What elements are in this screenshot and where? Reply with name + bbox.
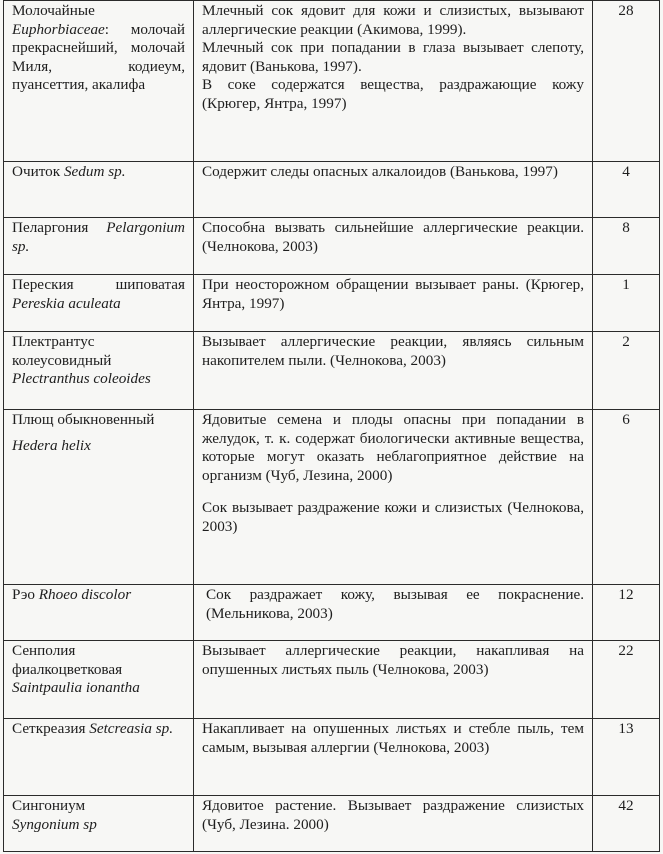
plant-name-ru: Плектрантус колеусовидный [12, 333, 112, 369]
effect-text: Ядовитые семена и плоды опасны при попадании в желудок, т. к. содержат биологически активные вещества, которые могут оказать неблагоприятное действие на организм (Чуб, Лезина, 2000) [202, 411, 584, 484]
plant-name-ru: Плющ обыкновенный [12, 411, 155, 428]
table-row [4, 332, 660, 410]
count-cell: 12 [593, 585, 660, 641]
plant-name-latin: Rhoeo discolor [38, 586, 132, 603]
plant-name-latin: Hedera helix [12, 436, 91, 454]
plant-name-latin: Pereskia aculeata [12, 294, 121, 312]
effect-cell [194, 218, 593, 275]
effect-text: В соке содержатся вещества, раздражающие кожу (Крюгер, Янтра, 1997) [202, 76, 584, 112]
table-row [4, 641, 660, 719]
plant-name-latin: Plectranthus coleoides [12, 370, 151, 388]
plant-name-cell [4, 162, 194, 218]
table-row [4, 1, 660, 162]
plant-name-cell [4, 585, 194, 641]
plant-name-ru: Сенполия фиалкоцветковая [12, 642, 123, 678]
effect-text: Способна вызвать сильнейшие аллергические реакции. (Челнокова, 2003) [202, 219, 584, 255]
effect-text: Млечный сок ядовит для кожи и слизистых, вызывают аллергические реакции (Акимова, 1999). [202, 2, 584, 38]
plant-name-cell [4, 641, 194, 719]
effect-cell [194, 641, 593, 719]
count-cell: 4 [593, 162, 660, 218]
effect-text: Млечный сок при попадании в глаза вызывает слепоту, ядовит (Ванькова, 1997). [202, 39, 584, 75]
plants-table [3, 0, 660, 852]
plant-name-cell [4, 275, 194, 332]
count-cell: 42 [593, 796, 660, 852]
plant-name-ru: Пеларгония [12, 219, 107, 236]
plant-name-ru: Сеткреазия [12, 720, 90, 737]
effect-text: Вызывает аллергические реакции, накапливая на опушенных листьях пыль (Челнокова, 2003) [202, 642, 584, 678]
effect-text: Содержит следы опасных алкалоидов (Ванькова, 1997) [202, 163, 558, 180]
plant-name-latin: Pelargonium sp. [12, 219, 185, 255]
effect-cell [194, 796, 593, 852]
effect-cell [194, 332, 593, 410]
effect-text: При неосторожном обращении вызывает раны. (Крюгер, Янтра, 1997) [202, 276, 584, 312]
table-row [4, 796, 660, 852]
count-cell: 28 [593, 1, 660, 162]
table-row [4, 719, 660, 796]
count-cell: 6 [593, 410, 660, 585]
plant-name-cell [4, 796, 194, 852]
count-cell: 13 [593, 719, 660, 796]
plant-name-cell [4, 332, 194, 410]
plant-name-cell [4, 410, 194, 585]
effect-text: Сок раздражает кожу, вызывая ее покраснение. (Мельникова, 2003) [206, 586, 584, 622]
count-cell: 22 [593, 641, 660, 719]
count-cell: 8 [593, 218, 660, 275]
plant-name-latin: Setcreasia sp. [89, 720, 174, 737]
effect-cell [194, 162, 593, 218]
effect-cell [194, 275, 593, 332]
plant-name-ru-after: : молочай прекраснейший, молочай Миля, кодиеум, пуансеттия, акалифа [12, 20, 185, 94]
effect-text: Ядовитое растение. Вызывает раздражение слизистых (Чуб, Лезина. 2000) [202, 797, 584, 833]
plant-name-cell [4, 1, 194, 162]
effect-cell [194, 1, 593, 162]
plant-name-ru: Сингониум [12, 797, 86, 814]
effect-text: Сок вызывает раздражение кожи и слизистых (Челнокова, 2003) [202, 499, 584, 535]
plant-name-latin: Euphorbiaceae [12, 20, 105, 38]
table-row [4, 218, 660, 275]
effect-cell [194, 410, 593, 585]
plant-name-latin: Sedum sp. [63, 163, 126, 180]
plant-name-ru: Очиток [12, 163, 64, 180]
count-cell: 1 [593, 275, 660, 332]
plant-name-latin: Syngonium sp [12, 815, 97, 833]
count-cell: 2 [593, 332, 660, 410]
effect-text: Вызывает аллергические реакции, являясь сильным накопителем пыли. (Челнокова, 2003) [202, 333, 584, 369]
effect-cell [194, 585, 593, 641]
effect-text: Накапливает на опушенных листьях и стебле пыль, тем самым, вызывая аллергии (Челнокова, 2003) [202, 720, 584, 756]
table-row [4, 410, 660, 585]
plant-name-cell [4, 719, 194, 796]
plant-name-ru: Молочайные [12, 2, 95, 19]
table-row [4, 162, 660, 218]
table-row [4, 585, 660, 641]
plant-name-ru: Переския шиповатая [12, 276, 185, 293]
plant-name-cell [4, 218, 194, 275]
table-row [4, 275, 660, 332]
plant-name-latin: Saintpaulia ionantha [12, 679, 140, 697]
plant-name-ru: Рэо [12, 586, 39, 603]
effect-cell [194, 719, 593, 796]
